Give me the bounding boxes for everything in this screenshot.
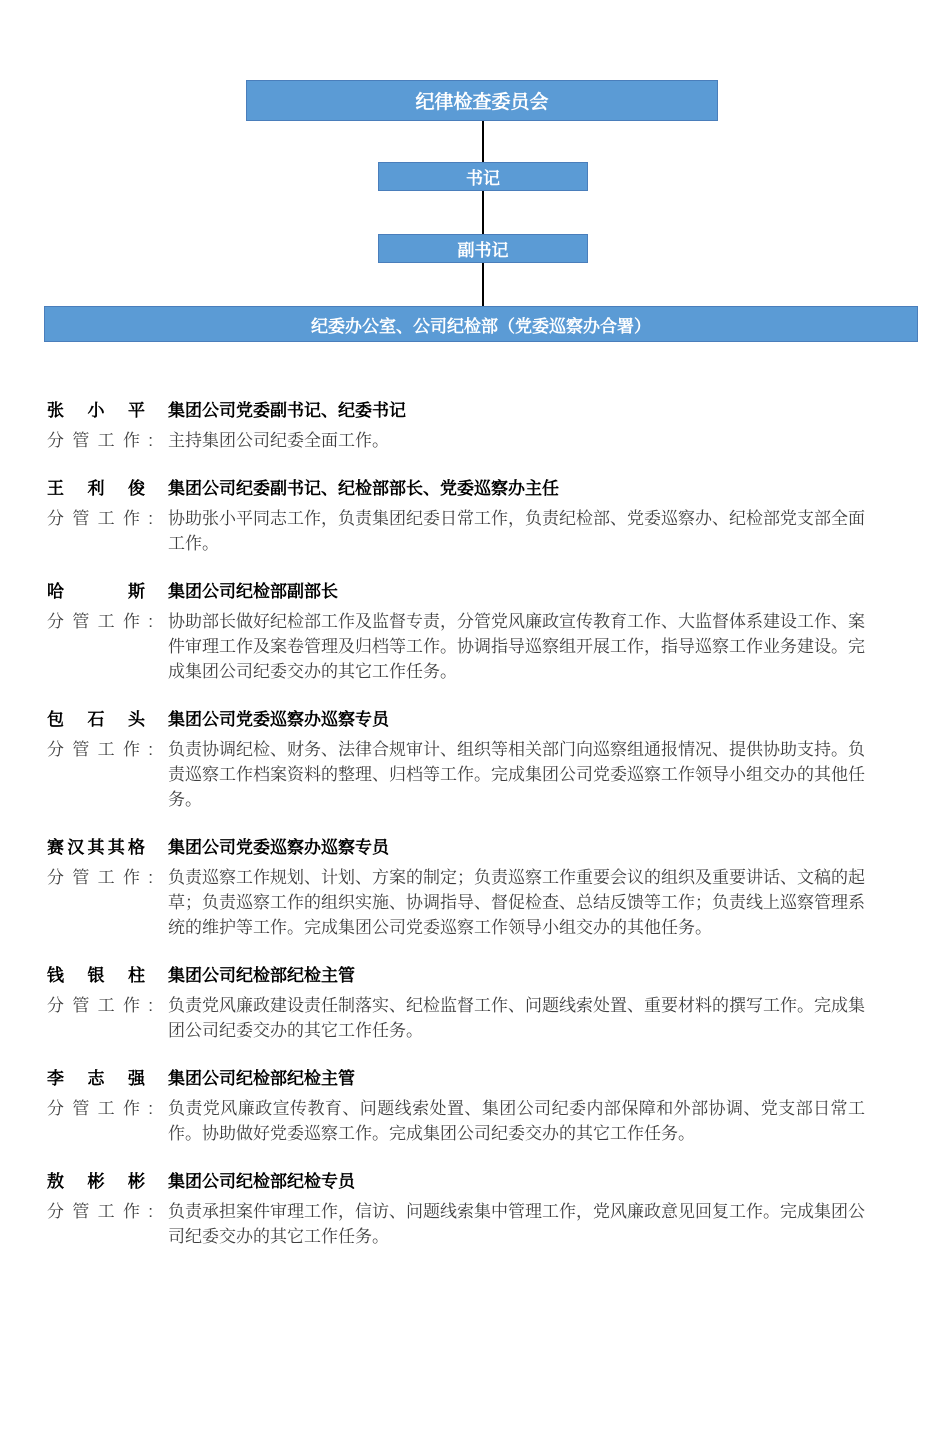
duty-label: 分管工作: [47,1202,153,1221]
duty-label: 分管工作: [47,740,153,759]
member-header [47,479,865,499]
member-body [47,737,865,812]
roster-member [47,582,865,684]
connector-line [482,191,484,234]
org-node-joint-office-label: 纪委办公室、公司纪检部（党委巡察办合署） [311,316,651,336]
member-header [47,710,865,730]
org-node-deputy-secretary [378,234,588,263]
member-name: 李志强 [47,1069,145,1088]
member-title: 集团公司党委副书记、纪委书记 [168,401,406,420]
member-name: 赛汉其其格 [47,838,145,857]
duty-description: 负责巡察工作规划、计划、方案的制定；负责巡察工作重要会议的组织及重要讲话、文稿的起草；负责巡察工作的组织实施、协调指导、督促检查、总结反馈等工作；负责线上巡察管理系统的维护等工作。完成集团公司党委巡察工作领导小组交办的其他任务。 [168,868,865,937]
member-header [47,582,865,602]
member-body [47,993,865,1043]
roster-member [47,966,865,1043]
connector-line [482,121,484,162]
member-title: 集团公司纪检部副部长 [168,582,338,601]
member-title: 集团公司党委巡察办巡察专员 [168,710,389,729]
duty-description: 主持集团公司纪委全面工作。 [168,431,389,450]
duty-description: 负责协调纪检、财务、法律合规审计、组织等相关部门向巡察组通报情况、提供协助支持。负责巡察工作档案资料的整理、归档等工作。完成集团公司党委巡察工作领导小组交办的其他任务。 [168,740,865,809]
member-name: 钱银柱 [47,966,145,985]
org-chart [0,0,950,345]
roster-member [47,710,865,812]
member-header [47,1172,865,1192]
org-node-committee-label: 纪律检查委员会 [415,92,549,113]
member-name: 王利俊 [47,479,145,498]
member-body [47,428,865,453]
duty-label: 分管工作: [47,509,153,528]
duty-label: 分管工作: [47,431,153,450]
member-header [47,401,865,421]
org-node-secretary-label: 书记 [466,169,500,188]
org-node-secretary [378,162,588,191]
member-body [47,506,865,556]
staff-roster [47,401,865,1275]
member-title: 集团公司纪检部纪检专员 [168,1172,355,1191]
roster-member [47,838,865,940]
member-header [47,1069,865,1089]
member-name: 哈斯 [47,582,145,601]
duty-description: 协助张小平同志工作，负责集团纪委日常工作，负责纪检部、党委巡察办、纪检部党支部全面工作。 [168,509,865,553]
duty-label: 分管工作: [47,1099,153,1118]
duty-description: 协助部长做好纪检部工作及监督专责，分管党风廉政宣传教育工作、大监督体系建设工作、案件审理工作及案卷管理及归档等工作。协调指导巡察组开展工作，指导巡察工作业务建设。完成集团公司纪委交办的其它工作任务。 [168,612,865,681]
org-node-deputy-secretary-label: 副书记 [457,241,509,260]
connector-line [482,263,484,306]
member-body [47,865,865,940]
duty-label: 分管工作: [47,612,153,631]
member-name: 包石头 [47,710,145,729]
org-node-committee [246,80,718,121]
member-body [47,1096,865,1146]
member-name: 张小平 [47,401,145,420]
duty-label: 分管工作: [47,996,153,1015]
duty-description: 负责党风廉政建设责任制落实、纪检监督工作、问题线索处置、重要材料的撰写工作。完成集团公司纪委交办的其它工作任务。 [168,996,865,1040]
roster-member [47,479,865,556]
member-name: 敖彬彬 [47,1172,145,1191]
roster-member [47,1069,865,1146]
duty-description: 负责党风廉政宣传教育、问题线索处置、集团公司纪委内部保障和外部协调、党支部日常工作。协助做好党委巡察工作。完成集团公司纪委交办的其它工作任务。 [168,1099,865,1143]
member-title: 集团公司纪检部纪检主管 [168,1069,355,1088]
roster-member [47,401,865,453]
member-header [47,966,865,986]
roster-member [47,1172,865,1249]
org-node-joint-office [44,306,918,342]
member-title: 集团公司纪检部纪检主管 [168,966,355,985]
member-title: 集团公司纪委副书记、纪检部部长、党委巡察办主任 [168,479,559,498]
member-body [47,1199,865,1249]
duty-label: 分管工作: [47,868,153,887]
member-body [47,609,865,684]
duty-description: 负责承担案件审理工作，信访、问题线索集中管理工作，党风廉政意见回复工作。完成集团公司纪委交办的其它工作任务。 [168,1202,865,1246]
member-header [47,838,865,858]
member-title: 集团公司党委巡察办巡察专员 [168,838,389,857]
